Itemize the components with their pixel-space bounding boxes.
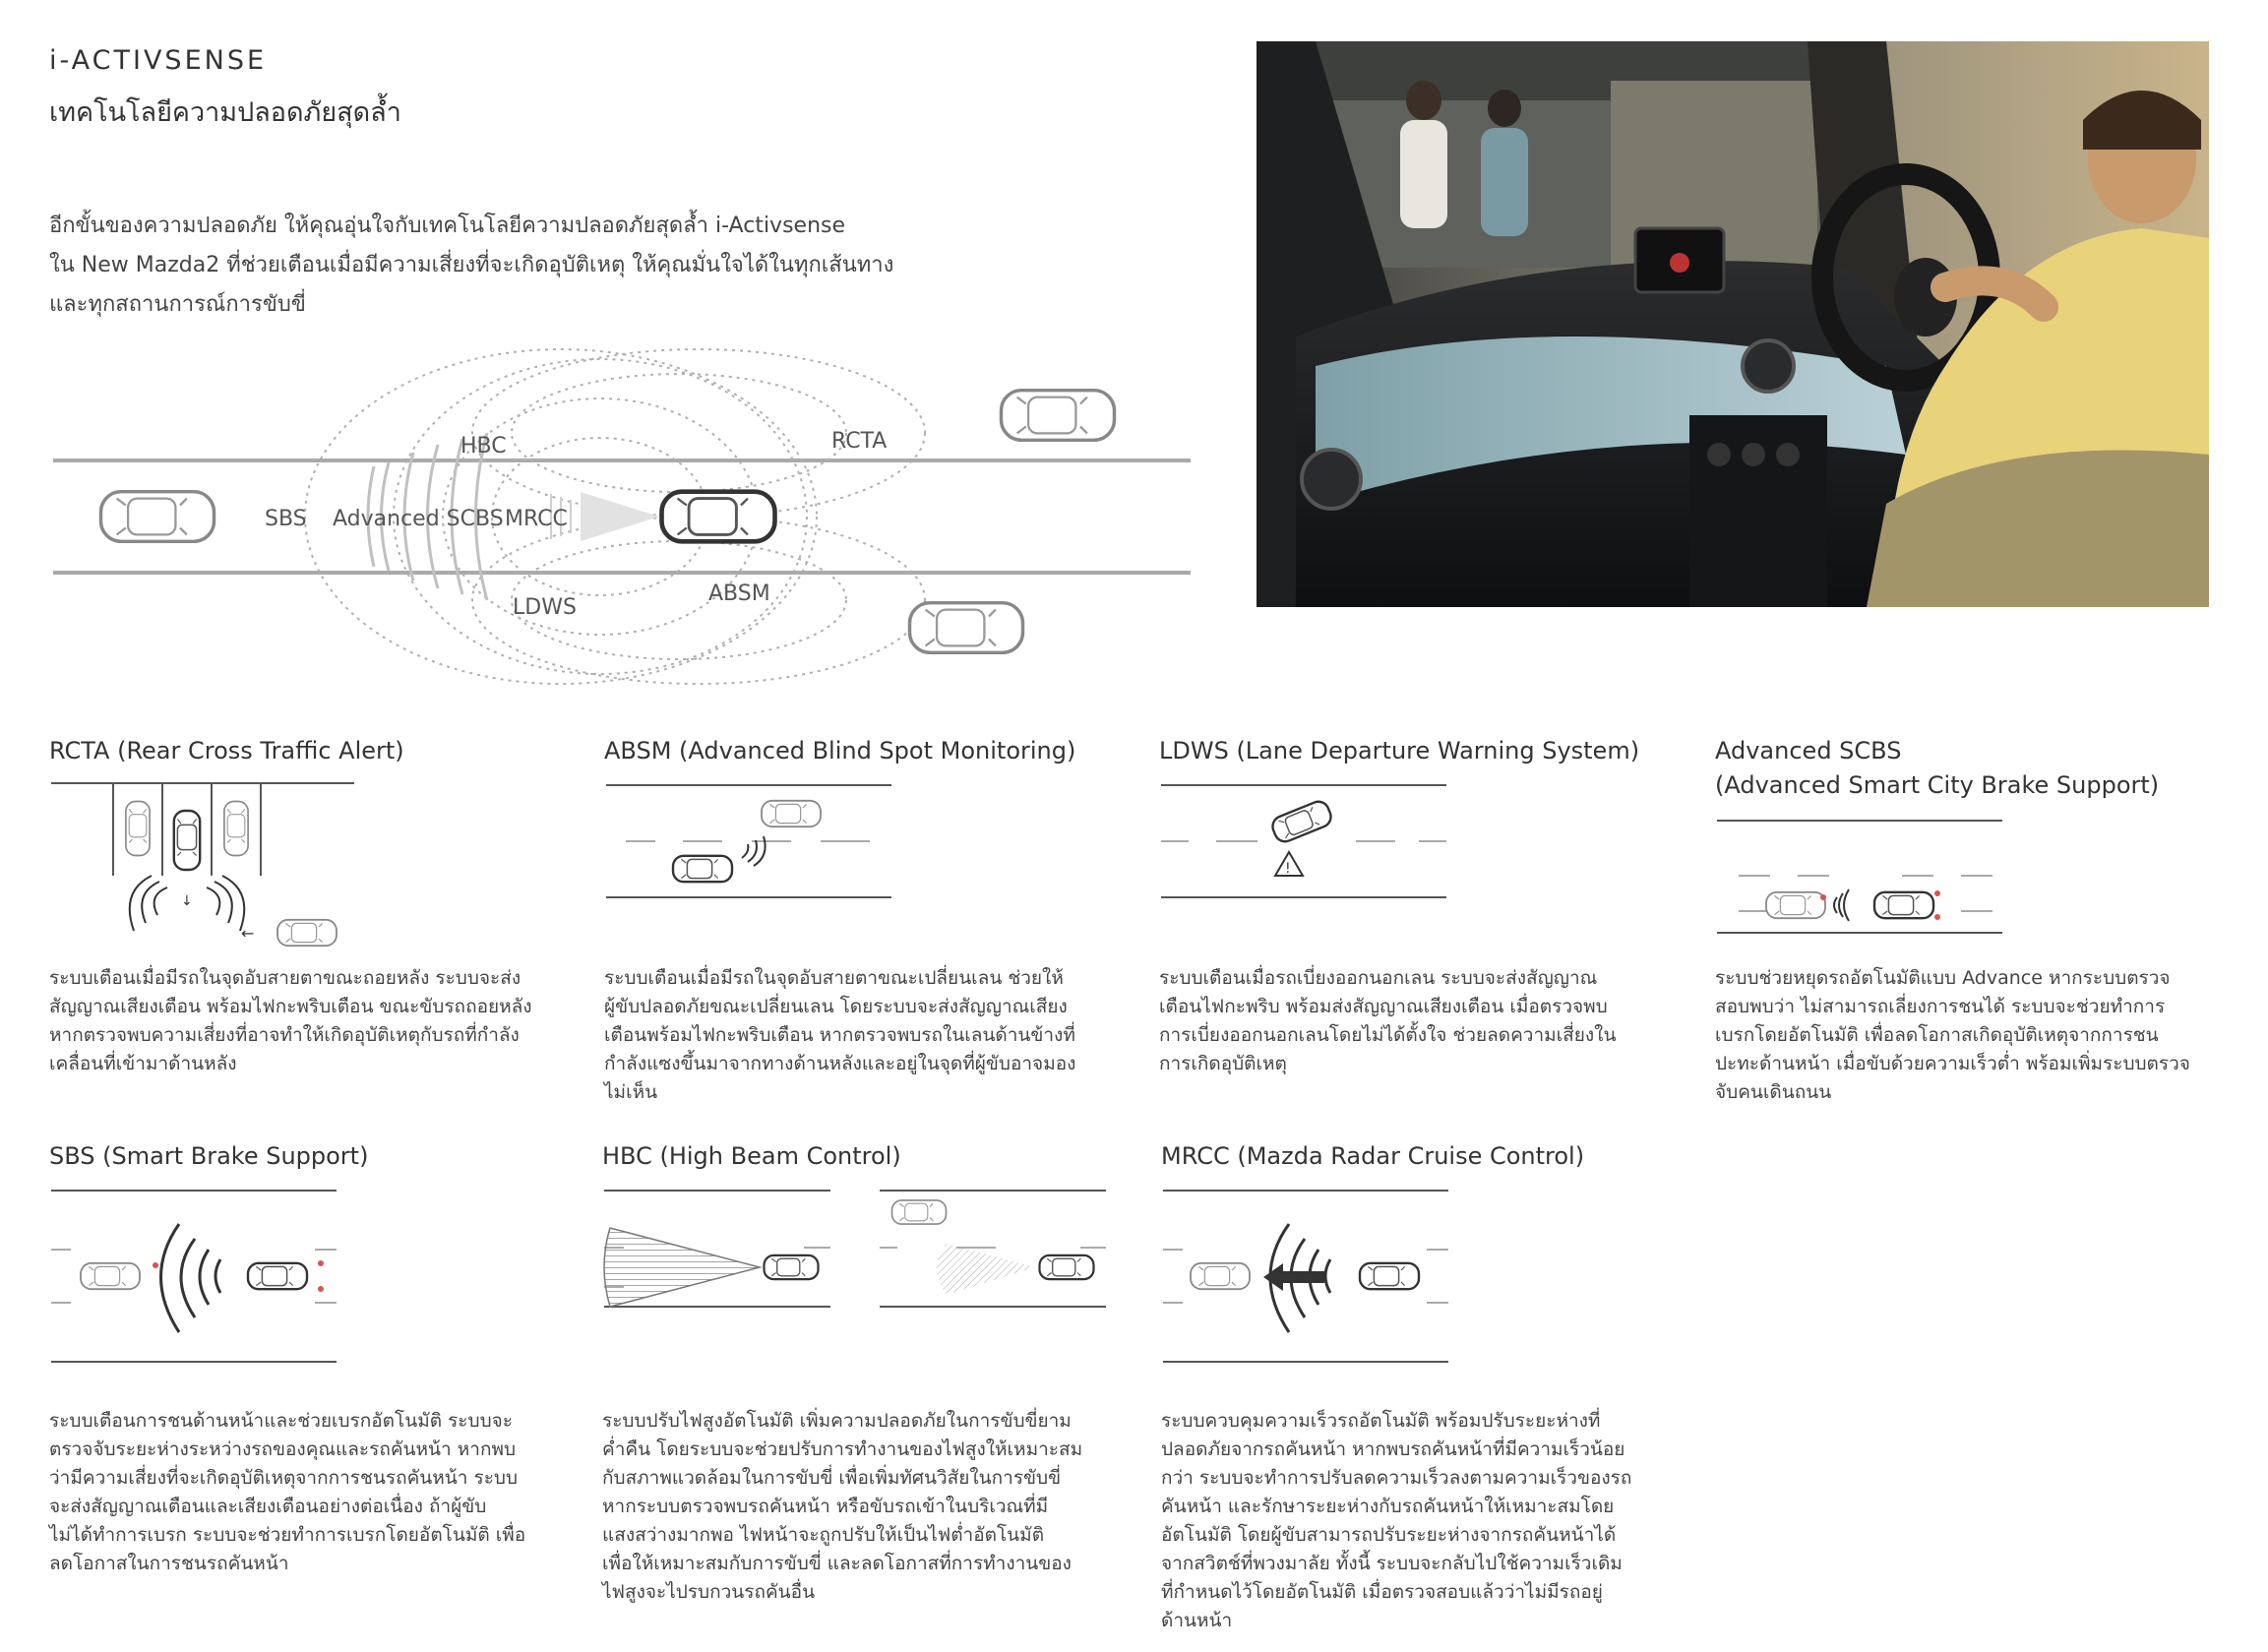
feature-title-scbs	[1715, 734, 2159, 803]
desc-line: เคลื่อนที่เข้ามาด้านหลัง	[49, 1053, 237, 1074]
intro-line: ใน New Mazda2 ที่ช่วยเตือนเมื่อมีความเสี่ยงที่จะเกิดอุบัติเหตุ ให้คุณมั่นใจได้ในทุกเส้นทาง	[49, 253, 894, 277]
diagram-label-sbs: SBS	[265, 507, 307, 531]
desc-line: กับสภาพแวดล้อมในการขับขี่ เพื่อเพิ่มทัศนวิสัยในการขับขี่	[602, 1467, 1062, 1489]
desc-line: ด้านหน้า	[1161, 1610, 1233, 1631]
ldws-illustration	[1159, 777, 1454, 909]
desc-line: ค่ำคืน โดยระบบจะช่วยปรับการทำงานของไฟสูงให้เหมาะสม	[602, 1438, 1083, 1460]
section-title: i-ACTIVSENSE	[49, 45, 268, 76]
desc-line: หากตรวจพบความเสี่ยงที่อาจทำให้เกิดอุบัติเหตุกับรถที่กำลัง	[49, 1024, 520, 1046]
warning-icon	[1275, 852, 1303, 877]
desc-line: ระบบควบคุมความเร็วรถอัตโนมัติ พร้อมปรับระยะห่างที่	[1161, 1410, 1601, 1432]
desc-line: เตือนพร้อมไฟกะพริบเตือน หากตรวจพบรถในเลนด้านข้างที่	[604, 1024, 1075, 1046]
desc-line: หากระบบตรวจพบรถคันหน้า หรือขับรถเข้าในบริเวณที่มี	[602, 1496, 1049, 1517]
desc-line: ตรวจจับระยะห่างระหว่างรถของคุณและรถคันหน้า หากพบ	[49, 1438, 517, 1460]
feature-title-line: Advanced SCBS	[1715, 737, 1902, 765]
feature-desc-absm	[604, 964, 1075, 1107]
desc-line: จะส่งสัญญาณเตือนและเสียงเตือนอย่างต่อเนื่อง ถ้าผู้ขับ	[49, 1496, 487, 1517]
desc-line: กว่า ระบบจะทำการปรับลดความเร็วลงตามความเร็วของรถ	[1161, 1467, 1632, 1489]
desc-line: ไม่เห็น	[604, 1081, 658, 1103]
desc-line: สอบพบว่า ไม่สามารถเลี่ยงการชนได้ ระบบจะช่วยทำการ	[1715, 996, 2166, 1017]
desc-line: ระบบเตือนการชนด้านหน้าและช่วยเบรกอัตโนมัติ ระบบจะ	[49, 1410, 513, 1432]
feature-desc-rcta	[49, 964, 532, 1078]
svg-text:↓: ↓	[181, 893, 193, 909]
desc-line: จับคนเดินถนน	[1715, 1081, 1832, 1103]
desc-line: ปลอดภัยจากรถคันหน้า หากพบรถคันหน้าที่มีความเร็วน้อย	[1161, 1438, 1625, 1460]
desc-line: ว่ามีความเสี่ยงที่จะเกิดอุบัติเหตุจากการชนรถคันหน้า ระบบ	[49, 1467, 519, 1489]
desc-line: สัญญาณเสียงเตือน พร้อมไฟกะพริบเตือน ขณะขับรถถอยหลัง	[49, 996, 532, 1017]
intro-line: และทุกสถานการณ์การขับขี่	[49, 292, 306, 317]
feature-desc-scbs	[1715, 964, 2190, 1107]
absm-illustration	[604, 777, 899, 909]
feature-desc-ldws	[1159, 964, 1616, 1078]
diagram-label-hbc: HBC	[460, 434, 507, 459]
feature-title-mrcc: MRCC (Mazda Radar Cruise Control)	[1161, 1142, 1585, 1170]
desc-line: ระบบเตือนเมื่อมีรถในจุดอับสายตาขณะเปลี่ยนเลน ช่วยให้	[604, 967, 1064, 989]
feature-title-hbc: HBC (High Beam Control)	[602, 1142, 901, 1170]
section-subtitle: เทคโนโลยีความปลอดภัยสุดล้ำ	[49, 97, 401, 128]
arrow-left-icon	[1263, 1263, 1324, 1291]
diagram-label-rcta: RCTA	[831, 429, 888, 454]
overview-diagram	[49, 335, 1200, 699]
desc-line: กำลังแซงขึ้นมาจากทางด้านหลังและอยู่ในจุดที่ผู้ขับอาจมอง	[604, 1053, 1076, 1074]
feature-title-ldws: LDWS (Lane Departure Warning System)	[1159, 737, 1640, 765]
diagram-label-ldws: LDWS	[513, 595, 577, 620]
intro-line: อีกขั้นของความปลอดภัย ให้คุณอุ่นใจกับเทคโนโลยีความปลอดภัยสุดล้ำ i-Activsense	[49, 214, 846, 238]
svg-text:←: ←	[241, 924, 255, 943]
scbs-illustration	[1715, 813, 2010, 945]
desc-line: ปะทะด้านหน้า เมื่อขับด้วยความเร็วต่ำ พร้อมเพิ่มระบบตรวจ	[1715, 1053, 2190, 1074]
desc-line: ลดโอกาสในการชนรถคันหน้า	[49, 1553, 289, 1574]
mrcc-illustration	[1161, 1185, 1456, 1376]
desc-line: ไม่ได้ทำการเบรก ระบบจะช่วยทำการเบรกโดยอัตโนมัติ เพื่อ	[49, 1524, 526, 1546]
desc-line: การเกิดอุบัติเหตุ	[1159, 1053, 1287, 1074]
desc-line: เตือนไฟกะพริบ พร้อมส่งสัญญาณเสียงเตือน เมื่อตรวจพบ	[1159, 996, 1608, 1017]
diagram-label-mrcc: MRCC	[505, 507, 568, 531]
intro-paragraph	[49, 207, 984, 325]
desc-line: ผู้ขับปลอดภัยขณะเปลี่ยนเลน โดยระบบจะส่งสัญญาณเสียง	[604, 996, 1068, 1017]
desc-line: ระบบเตือนเมื่อมีรถในจุดอับสายตาขณะถอยหลัง ระบบจะส่ง	[49, 967, 521, 989]
desc-line: คันหน้า และรักษาระยะห่างกับรถคันหน้าให้เหมาะสมโดย	[1161, 1496, 1615, 1517]
desc-line: เบรกโดยอัตโนมัติ เพื่อลดโอกาสเกิดอุบัติเหตุจากการชน	[1715, 1024, 2159, 1046]
desc-line: อัตโนมัติ โดยผู้ขับสามารถปรับระยะห่างจากรถคันหน้าได้	[1161, 1524, 1617, 1546]
diagram-label-absm: ABSM	[708, 581, 770, 606]
desc-line: เพื่อให้เหมาะสมกับการขับขี่ และลดโอกาสที่การทำงานของ	[602, 1553, 1072, 1574]
svg-text:!: !	[1285, 861, 1291, 877]
feature-desc-hbc	[602, 1407, 1082, 1607]
feature-desc-mrcc	[1161, 1407, 1631, 1635]
desc-line: ระบบช่วยหยุดรถอัตโนมัติแบบ Advance หากระบบตรวจ	[1715, 967, 2171, 989]
hero-interior-photo	[1257, 41, 2209, 607]
feature-desc-sbs	[49, 1407, 525, 1578]
desc-line: ระบบปรับไฟสูงอัตโนมัติ เพิ่มความปลอดภัยในการขับขี่ยาม	[602, 1410, 1072, 1432]
sbs-illustration	[49, 1185, 344, 1376]
desc-line: การเบี่ยงออกนอกเลนโดยไม่ได้ตั้งใจ ช่วยลดความเสี่ยงใน	[1159, 1024, 1617, 1046]
desc-line: ที่กำหนดไว้โดยอัตโนมัติ เมื่อตรวจสอบแล้วว่าไม่มีรถอยู่	[1161, 1581, 1603, 1603]
desc-line: แสงสว่างมากพอ ไฟหน้าจะถูกปรับให้เป็นไฟต่ำอัตโนมัติ	[602, 1524, 1045, 1546]
desc-line: ระบบเตือนเมื่อรถเบี่ยงออกนอกเลน ระบบจะส่งสัญญาณ	[1159, 967, 1598, 989]
feature-title-rcta: RCTA (Rear Cross Traffic Alert)	[49, 737, 404, 765]
feature-title-sbs: SBS (Smart Brake Support)	[49, 1142, 369, 1170]
feature-title-absm: ABSM (Advanced Blind Spot Monitoring)	[604, 737, 1076, 765]
rcta-illustration	[49, 777, 364, 968]
diagram-label-advanced-scbs: Advanced SCBS	[333, 507, 504, 531]
desc-line: จากสวิตช์ที่พวงมาลัย ทั้งนี้ ระบบจะกลับไปใช้ความเร็วเดิม	[1161, 1553, 1623, 1574]
hbc-illustration	[602, 1185, 1114, 1326]
feature-title-line: (Advanced Smart City Brake Support)	[1715, 771, 2160, 799]
desc-line: ไฟสูงจะไปรบกวนรถคันอื่น	[602, 1581, 816, 1603]
